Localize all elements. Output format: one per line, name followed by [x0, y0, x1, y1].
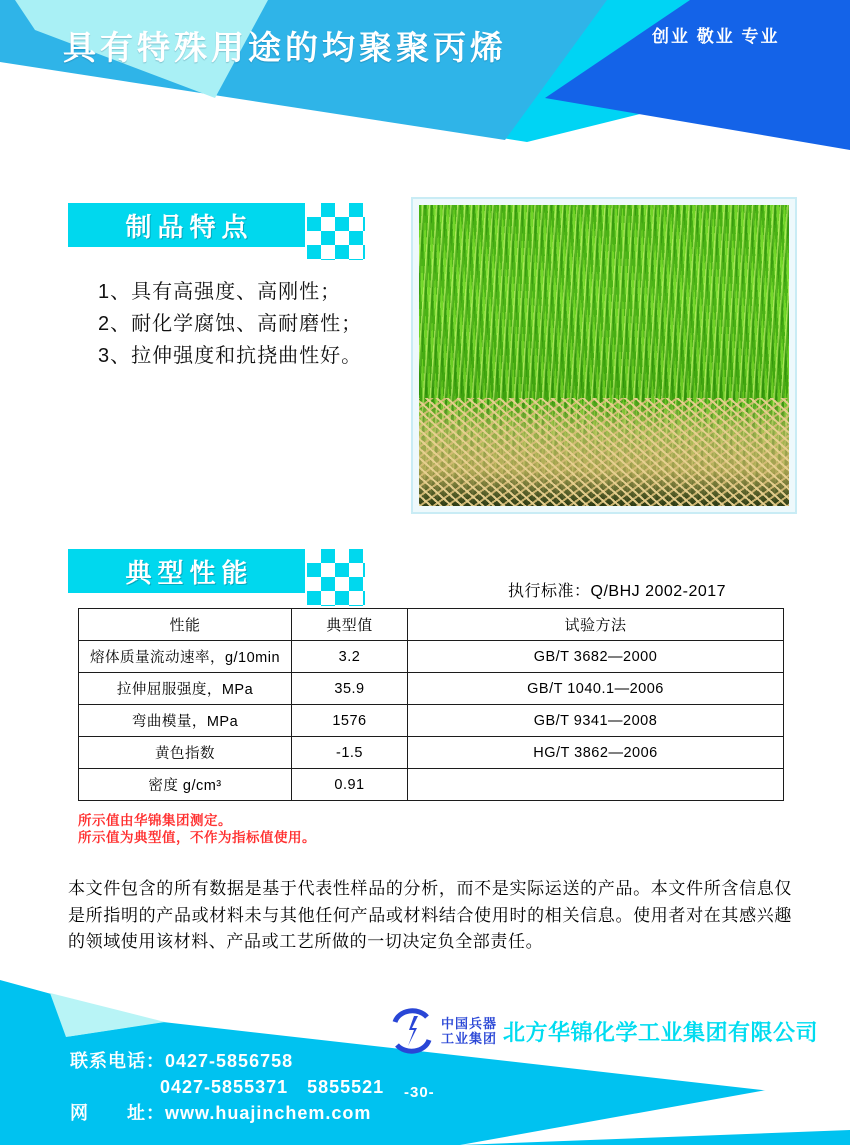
company-name: 北方华锦化学工业集团有限公司 — [503, 1019, 819, 1045]
table-header-property: 性能 — [79, 609, 292, 641]
note-line: 所示值由华锦集团测定。 — [78, 813, 232, 828]
page-number: -30- — [404, 1084, 435, 1101]
table-cell: 拉伸屈服强度，MPa — [79, 673, 292, 705]
grass-image — [419, 205, 789, 506]
norinco-logo-icon — [387, 1008, 437, 1054]
table-row — [79, 641, 784, 673]
section-heading-features — [68, 203, 305, 247]
logo-caption-line2: 工业集团 — [441, 1031, 498, 1046]
table-cell: HG/T 3862—2006 — [408, 737, 784, 769]
contact-phone-line2: 0427-5855371 5855521 — [160, 1077, 385, 1097]
table-cell: GB/T 3682—2000 — [408, 641, 784, 673]
section-heading-features-label: 制品特点 — [125, 211, 254, 242]
checker-pattern-icon — [307, 549, 365, 606]
table-cell: 熔体质量流动速率，g/10min — [79, 641, 292, 673]
logo-caption-line1: 中国兵器 — [441, 1016, 498, 1031]
disclaimer-paragraph: 本文件包含的所有数据是基于代表性样品的分析，而不是实际运送的产品。本文件所含信息仅是所指明的产品或材料未与其他任何产品或材料结合使用时的相关信息。使用者对在其感兴趣的领域使用该材料、产品或工艺所做的一切决定负全部责任。 — [68, 879, 792, 951]
table-header-test-method: 试验方法 — [408, 609, 784, 641]
table-header-row — [79, 609, 784, 641]
contact-block — [70, 1048, 384, 1126]
table-cell: 密度 g/cm³ — [79, 769, 292, 801]
table-cell: 3.2 — [292, 641, 408, 673]
table-cell: 35.9 — [292, 673, 408, 705]
measurement-notes — [78, 812, 316, 846]
table-row — [79, 769, 784, 801]
company-logo-group — [387, 1008, 818, 1054]
table-cell: 黄色指数 — [79, 737, 292, 769]
feature-item: 1、具有高强度、高刚性； — [98, 281, 342, 303]
table-row — [79, 737, 784, 769]
note-line: 所示值为典型值，不作为指标值使用。 — [78, 830, 316, 845]
feature-item: 2、耐化学腐蚀、高耐磨性； — [98, 313, 363, 335]
section-heading-properties-label: 典型性能 — [125, 557, 254, 588]
section-heading-properties — [68, 549, 305, 593]
table-cell: 1576 — [292, 705, 408, 737]
table-row — [79, 705, 784, 737]
contact-phone-line1: 联系电话：0427-5856758 — [70, 1051, 294, 1071]
table-row — [79, 673, 784, 705]
table-header-typical-value: 典型值 — [292, 609, 408, 641]
table-cell: GB/T 1040.1—2006 — [408, 673, 784, 705]
feature-item: 3、拉伸强度和抗挠曲性好。 — [98, 345, 363, 367]
feature-list — [98, 276, 398, 372]
executive-standard: 执行标准：Q/BHJ 2002-2017 — [508, 583, 727, 600]
table-cell: GB/T 9341—2008 — [408, 705, 784, 737]
logo-caption — [441, 1016, 497, 1046]
table-cell: -1.5 — [292, 737, 408, 769]
table-cell — [408, 769, 784, 801]
page-title: 具有特殊用途的均聚聚丙烯 — [63, 29, 507, 66]
table-cell: 0.91 — [292, 769, 408, 801]
contact-website-line: 网 址：www.huajinchem.com — [70, 1103, 372, 1123]
properties-table — [78, 608, 784, 801]
table-cell: 弯曲模量，MPa — [79, 705, 292, 737]
checker-pattern-icon — [307, 203, 365, 260]
header-slogan: 创业 敬业 专业 — [652, 27, 780, 46]
product-photo — [411, 197, 797, 514]
grass-thatch-detail — [419, 398, 789, 506]
